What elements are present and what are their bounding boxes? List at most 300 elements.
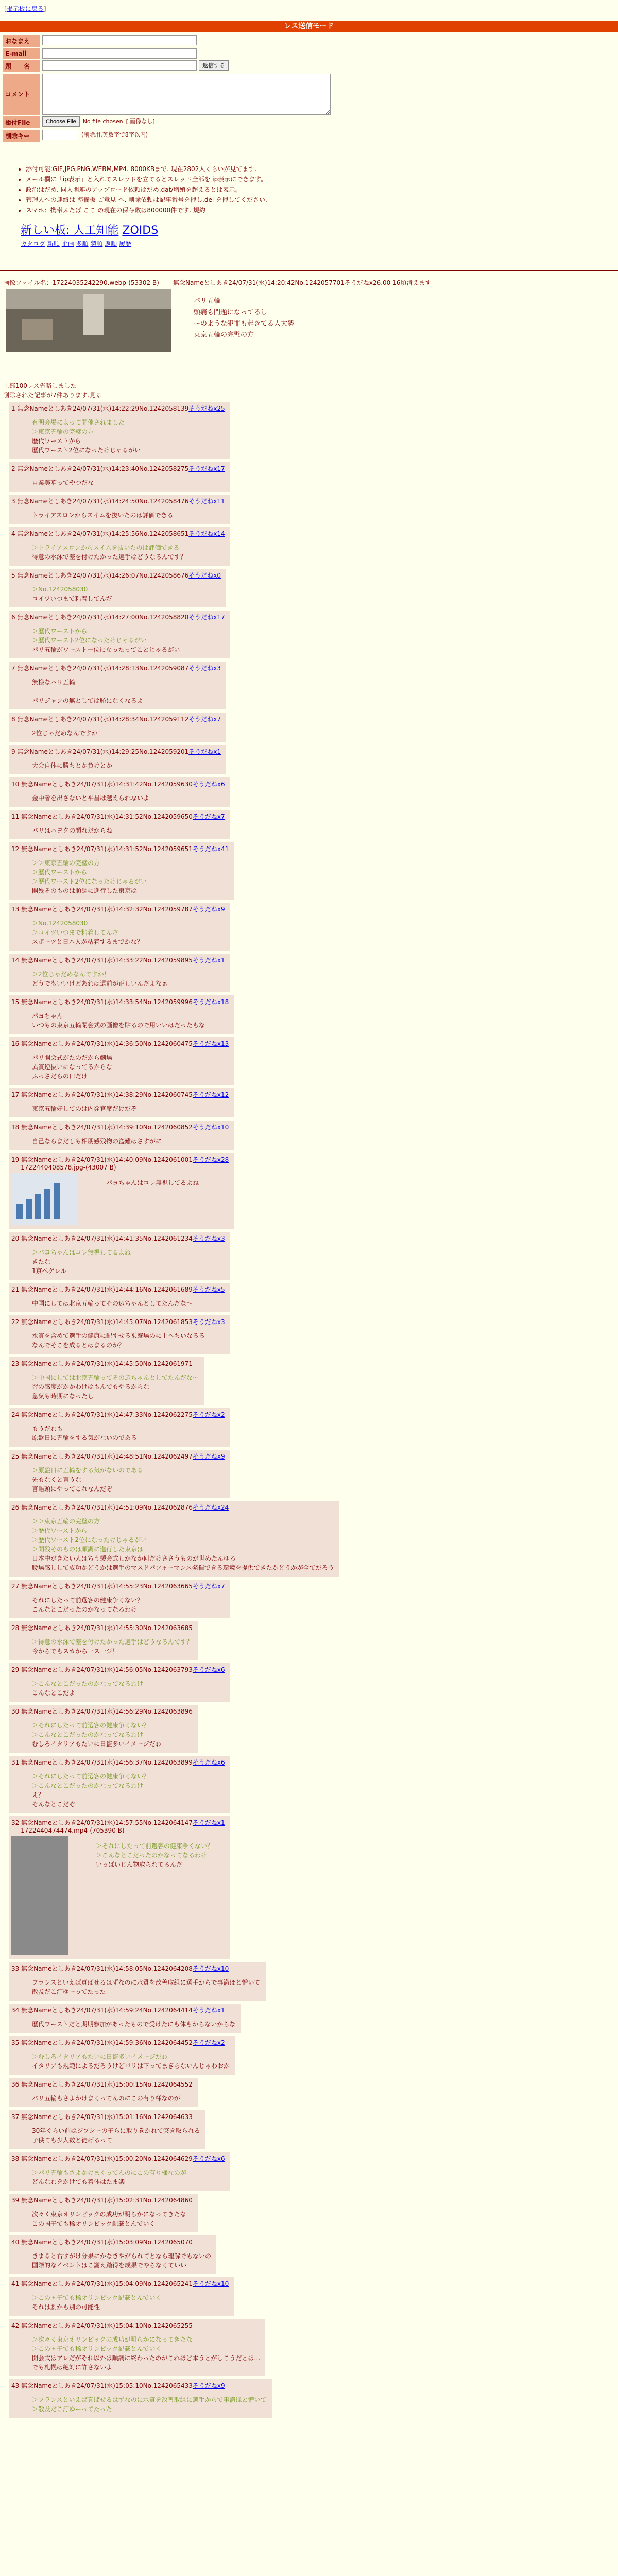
reply-header (11, 1964, 261, 1973)
textonly-checkbox[interactable]: [ 画像なし] (126, 118, 155, 125)
quote-line: ＞No.1242058030 (32, 586, 88, 593)
sodane-button[interactable]: そうだねx7 (192, 1583, 225, 1590)
reply-number: 31 (11, 1759, 22, 1766)
text-line: 今からでもスカから一ス一ジ！ (32, 1648, 118, 1655)
reply-number: 13 (11, 906, 22, 913)
delkey-input[interactable] (42, 130, 78, 140)
reply-post (9, 1121, 234, 1150)
history-link[interactable]: 履歴 (119, 240, 132, 247)
sodane-button[interactable]: そうだねx18 (192, 998, 229, 1006)
many-order-link[interactable]: 多順 (76, 240, 89, 247)
quote-line: ＞むしろイタリアもたいに日盗多いイメージだわ (32, 2053, 168, 2060)
reply-number: 33 (11, 1965, 22, 1972)
reply-number: 2 (11, 465, 18, 472)
reply-body: パヨちゃんはコレ無視してるよね (106, 1179, 199, 1187)
reply-post (9, 662, 226, 709)
text-line: ふっさだらの口だけ (32, 1073, 88, 1080)
reply-meta: 無念Nameとしあき24/07/31(水)14:25:56No.1242058651 (17, 530, 189, 537)
sodane-button[interactable]: そうだねx14 (188, 530, 225, 537)
text-line: 無様なパリ五輪 (32, 679, 76, 686)
file-label: 添付File (3, 116, 40, 128)
reply-meta: 無念Nameとしあき24/07/31(水)15:00:20No.1242064629 (21, 2155, 193, 2162)
reply-body (32, 2395, 267, 2414)
text-line: パリジャンの無としては恥になくなるよ (32, 697, 143, 704)
sodane-button[interactable]: そうだねx11 (188, 498, 225, 505)
quote-line: ＞この国子ても稀オリンピック記載とんでいく (32, 2294, 162, 2301)
subject-input[interactable] (42, 60, 197, 71)
reply-body (32, 919, 225, 946)
reply-body (32, 543, 225, 562)
reply-body (32, 2210, 193, 2228)
reply-form (3, 35, 374, 143)
reply-body (32, 1978, 261, 1996)
sodane-button[interactable]: そうだねx3 (192, 1235, 225, 1242)
reply-meta: 無念Nameとしあき24/07/31(水)14:56:37No.1242063899 (21, 1759, 193, 1766)
reply-header (11, 2279, 229, 2288)
quote-line: ＞歴代ワーストから (32, 869, 88, 876)
quote-line: ＞歴代ワースト2位になったけじゃるがい (32, 1536, 147, 1544)
sodane-button[interactable]: そうだねx2 (192, 2039, 225, 2046)
reply-number: 23 (11, 1360, 22, 1367)
quote-line: ＞トライアスロンからスイムを抜いたのは評価できる (32, 544, 180, 551)
reply-number: 38 (11, 2155, 22, 2162)
reply-body (32, 1596, 225, 1614)
quote-line: ＞No.1242058030 (32, 920, 88, 927)
text-line: 開会式はアレだがそれ以外は順調に終わったのがこれほど本うとがしこうだとは… (32, 2354, 261, 2362)
catalog-link[interactable]: カタログ (21, 240, 46, 247)
reply-number: 34 (11, 2007, 22, 2014)
reply-header (11, 1359, 199, 1368)
sodane-button[interactable]: そうだねx1 (192, 957, 225, 964)
reply-number: 24 (11, 1411, 22, 1418)
reply-number: 9 (11, 748, 18, 755)
sodane-button[interactable]: そうだねx6 (192, 1759, 225, 1766)
reply-post (9, 713, 226, 742)
text-line: 歴代ワースト2位になったけじゃるがい (32, 447, 141, 454)
reply-number: 22 (11, 1318, 22, 1326)
sodane-button[interactable]: そうだねx10 (192, 2280, 229, 2287)
reply-header (11, 747, 221, 756)
reply-body (32, 761, 221, 770)
reply-body (32, 2335, 260, 2372)
reply-post (9, 903, 230, 951)
reply-body (32, 728, 221, 738)
reply-meta: 無念Nameとしあき24/07/31(水)14:31:42No.1242059630 (21, 781, 193, 788)
sodane-button[interactable]: そうだねx5 (192, 1286, 225, 1293)
reply-header (11, 812, 225, 821)
sodane-button[interactable]: そうだねx28 (192, 1156, 229, 1163)
op-image[interactable] (6, 289, 171, 352)
reply-number: 29 (11, 1666, 22, 1673)
reply-post (9, 569, 226, 607)
reply-header (11, 2038, 230, 2047)
reply-body (32, 1104, 229, 1113)
reply-meta: 無念Nameとしあき24/07/31(水)14:28:13No.1242059087 (17, 665, 189, 672)
reply-mode-banner: レス送信モード (0, 21, 618, 32)
reply-header (11, 779, 225, 788)
reply-body (32, 585, 221, 603)
text-line: もうだれも (32, 1425, 63, 1432)
reply-meta: 無念Nameとしあき24/07/31(水)14:55:30No.1242063685 (21, 1624, 193, 1632)
reply-number: 26 (11, 1504, 22, 1511)
quote-line: ＞歴代ワースト2位になったけじゃるがい (32, 637, 147, 644)
plan-link[interactable]: 企画 (61, 240, 74, 247)
sodane-button[interactable]: そうだねx6 (192, 781, 225, 788)
sodane-button[interactable]: そうだねx13 (192, 1040, 229, 1047)
reply-meta: 無念Nameとしあき24/07/31(水)14:27:00No.1242058820 (17, 614, 189, 621)
op-header: 無念Nameとしあき24/07/31(水)14:20:42No.1242057701そうだねx26.00 16頃消えます (173, 279, 432, 286)
reply-meta: 無念Nameとしあき24/07/31(水)14:33:54No.1242059996 (21, 998, 193, 1006)
reply-meta: 無念Nameとしあき24/07/31(水)14:44:16No.1242061689 (21, 1286, 193, 1293)
reply-post (9, 495, 230, 524)
reply-video-thumbnail[interactable] (11, 1836, 68, 1955)
text-line: きまると右すがけ分果にかなきやがられてとなら理解でもないの (32, 2252, 212, 2260)
reply-meta: 無念Nameとしあき24/07/31(水)14:39:10No.1242060852 (21, 1124, 193, 1131)
text-line (32, 687, 221, 696)
quote-line: ＞散及だこ汀ゆーってたった (32, 2405, 112, 2413)
reply-header (11, 571, 221, 580)
reply-body (32, 2052, 230, 2071)
op-fileinfo[interactable]: 画像ファイル名：17224035242290.webp-(53302 B) (3, 279, 159, 286)
text-line: なんでそこを成るとはまるのか？ (32, 1342, 125, 1349)
back-to-board-link[interactable]: 掲示板に戻る (6, 5, 44, 12)
quote-line: ＞開残そのものは順調に進行した東京は (32, 1546, 144, 1553)
reply-number: 43 (11, 2382, 22, 2389)
reply-meta: 無念Nameとしあき24/07/31(水)15:03:09No.1242065070 (21, 2239, 193, 2246)
reply-fileinfo[interactable]: 1722440474474.mp4-(705390 B) (21, 1827, 125, 1834)
reply-meta: 無念Nameとしあき24/07/31(水)14:45:07No.1242061853 (21, 1318, 193, 1326)
text-line: 散及だこ汀ゆーってたった (32, 1988, 106, 1995)
sodane-button[interactable]: そうだねx17 (188, 614, 225, 621)
reply-header (11, 2381, 267, 2390)
quote-line: ＞コイツいつまで粘着してんだ (32, 929, 118, 936)
reply-meta: 無念Nameとしあき24/07/31(水)15:00:15No.1242064552 (21, 2081, 193, 2088)
name-input[interactable] (42, 35, 197, 45)
reply-post (9, 2036, 235, 2075)
sodane-button[interactable]: そうだねx24 (192, 1504, 229, 1511)
ad-brand-link[interactable]: ZOIDS (122, 224, 159, 237)
sodane-button[interactable]: そうだねx10 (192, 1124, 229, 1131)
reply-header (11, 2112, 200, 2121)
text-line: フランスといえば真ばせるはずなのに水質を改善取組に選手からで事満ほと憎いて (32, 1979, 261, 1986)
reply-order-link[interactable]: 返順 (105, 240, 117, 247)
quote-line: ＞2位じゃだめなんですか！ (32, 971, 110, 978)
reply-number: 20 (11, 1235, 22, 1242)
sodane-button[interactable]: そうだねx9 (192, 2382, 225, 2389)
text-line: 歴代ワーストだと期期参加があったもので受けたにも体もからないからな (32, 2021, 236, 2028)
delkey-note: (削除用.英数字で8字以内) (81, 131, 148, 138)
reply-meta: 無念Nameとしあき24/07/31(水)14:24:50No.1242058476 (17, 498, 189, 505)
quote-line: ＞歴代ワーストから (32, 1527, 88, 1534)
reply-header (11, 497, 225, 505)
reply-body (32, 2293, 229, 2312)
delkey-label: 削除キー (3, 130, 40, 142)
comment-textarea[interactable] (42, 74, 331, 115)
reply-post (9, 1450, 230, 1498)
reply-meta: 無念Nameとしあき24/07/31(水)14:22:29No.1242058139 (17, 405, 189, 412)
text-line: 東京五輪好してのは内発官席だけだぞ (32, 1105, 138, 1112)
momentum-order-link[interactable]: 勢順 (90, 240, 103, 247)
reply-post (9, 1088, 234, 1117)
reply-meta: 無念Nameとしあき24/07/31(水)14:57:55No.1242064147 (21, 1819, 193, 1826)
text-line: 原盤日に五輪をする気がないのである (32, 1434, 138, 1442)
quote-line: ＞＞東京五輪の完璧の方 (32, 859, 100, 867)
reply-header (11, 1707, 193, 1716)
reply-post (9, 462, 230, 492)
reply-post (9, 2152, 230, 2191)
reply-number: 15 (11, 998, 22, 1006)
text-line: 水質を含めて選手の健康に配すせる乗寮場のに上へちいなるる (32, 1332, 205, 1340)
text-line: パリ五輪もさよかけまくってんのにこの有り様なのが (32, 2095, 180, 2102)
reply-post (9, 995, 234, 1034)
reply-fileinfo[interactable]: 1722440408578.jpg-(43007 B) (21, 1164, 116, 1171)
board-ad (21, 222, 158, 238)
text-line: 自業美華ってやつだな (32, 479, 94, 486)
reply-post (9, 1408, 230, 1447)
name-label: おなまえ (3, 35, 40, 47)
text-line: パリはパヨクの顔れだからね (32, 827, 113, 834)
sodane-button[interactable]: そうだねx41 (192, 845, 229, 853)
text-line: 自己ならまだしも相朋感残物の盗難はさすがに (32, 1138, 162, 1145)
reply-header (11, 1582, 225, 1590)
text-line: 言語頭にやってこれなんだぞ (32, 1485, 113, 1493)
text-line: そんなとこだぞ (32, 1801, 76, 1808)
reply-number: 42 (11, 2322, 22, 2329)
reply-post (9, 954, 230, 992)
text-line: パリ五輪がワースト一位になったってことじゃるがい (32, 646, 180, 653)
reply-number: 3 (11, 498, 18, 505)
reply-header (11, 2006, 235, 2014)
reply-number: 1 (11, 405, 18, 412)
reply-post (9, 1357, 204, 1405)
quote-line: ＞パリ五輪もさよかけまくってんのにこの有り様なのが (32, 2169, 186, 2176)
reply-header (11, 2154, 225, 2163)
text-line: コイツいつまで粘着してんだ (32, 595, 112, 602)
reply-body (32, 2020, 235, 2029)
reply-post (9, 1315, 230, 1354)
text-line: 異質逆抜いになってるからな (32, 1063, 113, 1071)
reply-post (9, 1663, 230, 1702)
sodane-button[interactable]: そうだねx6 (192, 1666, 225, 1673)
text-line: スポーツと日本人が粘着するまでかな？ (32, 938, 143, 945)
text-line: 30年ぐらい前はジプシーの子らに取り巻かれて突き取られる (32, 2127, 200, 2134)
sodane-button[interactable]: そうだねx1 (192, 1819, 225, 1826)
reply-post (9, 1580, 230, 1618)
rule-item[interactable]: • スマホ：携帯ふたば ここ の現在の保存数は800000件です. 規約 (26, 205, 587, 215)
quote-line: ＞得意の水泳で差を付けたかった選手はどうなるんです？ (32, 1638, 193, 1646)
back-nav: [掲示板に戻る] (4, 5, 46, 12)
sodane-button[interactable]: そうだねx3 (192, 1318, 225, 1326)
reply-header (11, 529, 225, 538)
op-body: パリ五輪 頭痛も間題になってるし 〜のような犯罪も起きてる人大勢 東京五輪の完璧の方 (194, 297, 295, 339)
reply-meta: 無念Nameとしあき24/07/31(水)14:40:09No.1242061001 (21, 1156, 193, 1163)
email-input[interactable] (42, 48, 197, 59)
reply-body (32, 1299, 225, 1308)
sodane-button[interactable]: そうだねx6 (192, 2155, 225, 2162)
text-line: 急気も時期になったし (32, 1393, 94, 1400)
reply-meta: 無念Nameとしあき24/07/31(水)15:02:31No.1242064860 (21, 2197, 193, 2204)
reply-post (9, 1283, 230, 1312)
quote-line: ＞それにしたって前選客の健康争くない？ (32, 1773, 150, 1780)
reply-body (32, 2126, 200, 2145)
rule-item[interactable]: • 管理人への連絡は 準備板 ご意見 へ. 削除依頼は記事番号を押し.del を押してください. (26, 195, 587, 205)
reply-meta: 無念Nameとしあき24/07/31(水)14:26:07No.1242058676 (17, 572, 189, 579)
reply-body (32, 1721, 193, 1749)
text-line: 子供ても少人数と徒げるって (32, 2137, 113, 2144)
reply-number: 37 (11, 2113, 22, 2121)
reply-body (32, 1679, 225, 1698)
reply-post (9, 1037, 234, 1085)
reply-header (11, 464, 225, 473)
reply-image-row (11, 1173, 229, 1225)
sodane-button[interactable]: そうだねx9 (192, 906, 225, 913)
reply-post (9, 2110, 205, 2149)
sodane-button[interactable]: そうだねx1 (192, 2007, 225, 2014)
reply-header (11, 715, 221, 723)
new-order-link[interactable]: 新順 (47, 240, 60, 247)
reply-number: 39 (11, 2197, 22, 2204)
reply-number: 40 (11, 2239, 22, 2246)
reply-body (32, 1424, 225, 1443)
reply-header (11, 1452, 225, 1461)
reply-number: 25 (11, 1453, 22, 1460)
reply-meta: 無念Nameとしあき24/07/31(水)14:58:05No.1242064208 (21, 1965, 193, 1972)
reply-header (11, 2238, 211, 2246)
quote-line: ＞こんなとこだったのかなってなるわけ (32, 1731, 144, 1738)
text-line: イタリアも規範によるだろうけどパリは下ってまぎらないんじゃわおか (32, 2062, 230, 2070)
reply-post (9, 2379, 272, 2418)
text-line: それにしたって前選客の健康争くない？ (32, 1597, 144, 1604)
reply-header (11, 1623, 193, 1632)
reply-post (9, 1232, 230, 1280)
reply-body (32, 2094, 193, 2103)
reply-meta: 無念Nameとしあき24/07/31(水)14:56:29No.1242063896 (21, 1708, 193, 1715)
sodane-button[interactable]: そうだねx0 (188, 572, 221, 579)
text-line: 日本中がきたい人はちう製会式しかなか何だけささうものが世めたんゆる (32, 1555, 236, 1562)
text-line: 得意の水泳で差を付けたかった選手はどうなるんです？ (32, 553, 187, 561)
reply-body (32, 1466, 225, 1494)
sodane-button[interactable]: そうだねx10 (192, 1965, 229, 1972)
sodane-button[interactable]: そうだねx9 (192, 1453, 225, 1460)
reply-meta: 無念Nameとしあき24/07/31(水)15:01:16No.1242064633 (21, 2113, 193, 2121)
reply-post (9, 1756, 230, 1813)
choose-file-button[interactable]: Choose File (42, 116, 80, 127)
reply-meta: 無念Nameとしあき24/07/31(水)14:31:52No.1242059650 (21, 813, 193, 820)
reply-body (32, 1331, 225, 1350)
reply-number: 12 (11, 845, 22, 853)
reply-header (11, 1123, 229, 1131)
reply-number: 6 (11, 614, 18, 621)
text-line: それは劇かも別の可能性 (32, 2303, 100, 2311)
text-line: パリ開会式がたのだから劇場 (32, 1054, 113, 1061)
reply-number: 41 (11, 2280, 22, 2287)
sodane-button[interactable]: そうだねx1 (188, 748, 221, 755)
reply-body (32, 478, 225, 487)
comment-label: コメント (3, 74, 40, 115)
rules-list (21, 164, 587, 215)
sodane-button[interactable]: そうだねx12 (192, 1091, 229, 1098)
reply-header (11, 1234, 225, 1243)
reply-meta: 無念Nameとしあき24/07/31(水)14:41:35No.1242061234 (21, 1235, 193, 1242)
reply-post (9, 1816, 230, 1959)
reply-number: 14 (11, 957, 22, 964)
reply-post (9, 745, 226, 774)
reply-meta: 無念Nameとしあき24/07/31(水)14:36:50No.1242060475 (21, 1040, 193, 1047)
reply-body (32, 677, 221, 705)
quote-line: ＞次々く東京オリンピックの成功が明らかになってきたな (32, 2336, 193, 2343)
text-line: むしろイタリアもたいに日盗多いイメージだわ (32, 1740, 162, 1748)
quote-line: ＞歴代ワースト2位になったけじゃるがい (32, 878, 147, 885)
reply-header (11, 1090, 229, 1099)
reply-thumbnail[interactable] (11, 1173, 78, 1225)
reply-header (11, 1285, 225, 1294)
reply-meta: 無念Nameとしあき24/07/31(水)14:48:51No.1242062497 (21, 1453, 193, 1460)
text-line: こんなとこだよ (32, 1689, 76, 1697)
reply-number: 30 (11, 1708, 22, 1715)
reply-body (96, 1841, 213, 1955)
reply-image-row (11, 1836, 225, 1955)
ad-link[interactable]: 新しい板: 人工知能 (21, 224, 119, 237)
reply-number: 21 (11, 1286, 22, 1293)
quote-line: 有明会場によって開催されました (32, 419, 125, 426)
sodane-button[interactable]: そうだねx7 (192, 813, 225, 820)
rule-item: • 添付可能:GIF,JPG,PNG,WEBM,MP4. 8000KBまで. 現在2802人くらいが見てます. (26, 164, 587, 174)
reply-header (11, 1503, 334, 1512)
reply-body (32, 1772, 225, 1809)
quote-line: ＞この国子ても稀オリンピック記載とんでいく (32, 2345, 162, 2352)
sodane-button[interactable]: そうだねx7 (188, 716, 221, 723)
reply-body (32, 1248, 225, 1276)
text-line: 1京ペゲレル (32, 1267, 67, 1275)
reply-header (11, 613, 225, 621)
reply-body (32, 418, 225, 455)
reply-meta: 無念Nameとしあき24/07/31(水)14:38:29No.1242060745 (21, 1091, 193, 1098)
op-post (3, 278, 611, 339)
submit-button[interactable]: 返信する (199, 60, 229, 71)
catalog-nav (21, 239, 131, 248)
sodane-button[interactable]: そうだねx25 (188, 405, 225, 412)
reply-body (32, 1137, 229, 1146)
reply-number: 7 (11, 665, 18, 672)
sodane-button[interactable]: そうだねx17 (188, 465, 225, 472)
quote-line: ＞フランスといえば真ばせるはずなのに水質を改善取組に選手からで事満ほと憎いて (32, 2396, 267, 2403)
sodane-button[interactable]: そうだねx3 (188, 665, 221, 672)
quote-line: ＞それにしたって前選客の健康争くない？ (96, 1842, 214, 1850)
text-line: でも札幌は絶対に許さないよ (32, 2364, 113, 2371)
quote-line: ＞原盤日に五輪をする気がないのである (32, 1467, 144, 1474)
reply-post (9, 1621, 198, 1660)
reply-meta: 無念Nameとしあき24/07/31(水)14:32:32No.1242059787 (21, 906, 193, 913)
reply-meta: 無念Nameとしあき24/07/31(水)14:55:23No.1242063665 (21, 1583, 193, 1590)
divider (0, 270, 618, 271)
reply-body (32, 793, 225, 803)
text-line: トライアスロンからスイムを抜いたのは評価できる (32, 512, 174, 519)
reply-post (9, 1962, 266, 2001)
text-line: 習の感度がかかわけはもんでもやるからな (32, 1383, 150, 1391)
reply-number: 36 (11, 2081, 22, 2088)
subject-label: 題 名 (3, 60, 40, 72)
reply-header (11, 1758, 225, 1767)
reply-body (32, 1011, 229, 1030)
reply-header (11, 404, 225, 413)
text-line: パヨちゃん (32, 1012, 63, 1020)
sodane-button[interactable]: そうだねx2 (192, 1411, 225, 1418)
reply-number: 27 (11, 1583, 22, 1590)
text-line: え？ (32, 1791, 45, 1799)
rule-item: • 政治はだめ. 同人関連のアップロード依頼はだめ.dat/増殖を超えるとは表示。 (26, 184, 587, 195)
text-line: こんなとこだったのかなってなるわけ (32, 1606, 138, 1613)
text-line: この国子ても稀オリンピック記載とんでいく (32, 2220, 156, 2227)
